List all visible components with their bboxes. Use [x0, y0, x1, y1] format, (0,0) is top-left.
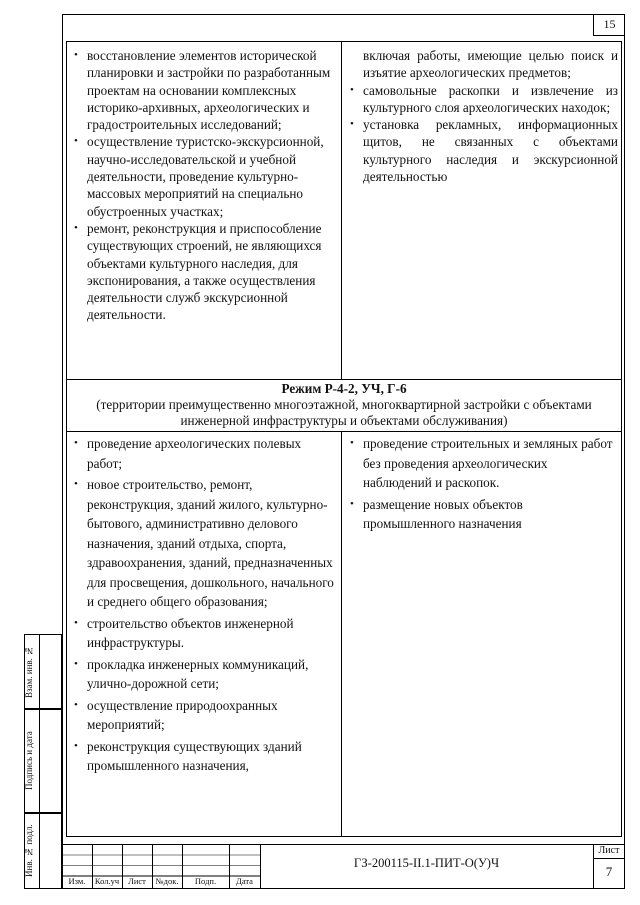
- row1-right-cell: [346, 47, 618, 185]
- stamp-inv-zam-field: [40, 634, 62, 709]
- label-izm: Изм.: [68, 876, 86, 886]
- label-list: Лист: [128, 876, 146, 886]
- sheet-label: Лист: [598, 845, 620, 856]
- list-item: • установка рекламных, информационных щитов, не связанных с объектами культурного наследия и экскурсионной деятельностью: [346, 116, 618, 185]
- list-item: • размещение новых объектов промышленного назначения: [346, 495, 616, 534]
- list-item: • реконструкция существующих зданий промышленного назначения,: [70, 737, 336, 776]
- list-item: • ремонт, реконструкция и приспособление существующих строений, не являющихся объектами культурного наследия, для экспонирования, а также осуществления деятельности служб экскурсионной деятельности.: [70, 220, 336, 324]
- regime-header: [67, 381, 621, 429]
- row2-right-cell: [346, 434, 616, 534]
- regime-title: Режим Р-4-2, УЧ, Г-6: [281, 381, 407, 396]
- list-item: • осуществление туристско-экскурсионной, научно-исследовательской и учебной деятельности, проведение культурно-массовых мероприятий на специально обустроенных участках;: [70, 133, 336, 219]
- list-item: • прокладка инженерных коммуникаций, улично-дорожной сети;: [70, 655, 336, 694]
- list-item: • самовольные раскопки и извлечение из культурного слоя археологических находок;: [346, 82, 618, 117]
- sheet-number: 7: [605, 864, 613, 879]
- list-item: • проведение археологических полевых работ;: [70, 434, 336, 473]
- list-item: • новое строительство, ремонт, реконструкция, зданий жилого, культурно-бытового, административно делового назначения, зданий отдыха, спорта, здравоохранения, зданий, предназначенных для просвещения, дошкольного, начального и среднего общего образования;: [70, 475, 336, 612]
- column-divider-top: [341, 42, 342, 379]
- stamp-inv-podl-label: Инв. № подл.: [24, 824, 34, 878]
- continuation-text: включая работы, имеющие целью поиск и изъятие археологических предметов;: [363, 48, 618, 81]
- row1-left-cell: [70, 47, 336, 324]
- list-item: • строительство объектов инженерной инфраструктуры.: [70, 614, 336, 653]
- regime-table: [66, 41, 622, 837]
- label-kol-uch: Кол.уч: [94, 876, 120, 886]
- list-item: • восстановление элементов исторической планировки и застройки по разработанным проектам на основании комплексных историко-архивных, археологических и градостроительных исследований;: [70, 47, 336, 133]
- list-item: • осуществление природоохранных мероприятий;: [70, 696, 336, 735]
- stamp-podpis-label: Подпись и дата: [24, 731, 34, 791]
- column-divider-bottom: [341, 431, 342, 836]
- stamp-inv-podl-field: [40, 813, 62, 889]
- label-podp: Подп.: [194, 876, 217, 886]
- row2-left-cell: [70, 434, 336, 776]
- stamp-inv-zam-label: Взам. инв. №: [24, 645, 34, 698]
- page-number: 15: [593, 14, 625, 36]
- row-divider-1: [67, 379, 621, 380]
- row-divider-2: [67, 431, 621, 432]
- label-ndok: №док.: [155, 876, 179, 886]
- regime-subtitle: (территории преимущественно многоэтажной, многоквартирной застройки с объектами инженерной инфраструктуры и объектами обслуживания): [96, 397, 592, 428]
- document-code: ГЗ-200115-II.1-ПИТ-О(У)Ч: [353, 856, 500, 870]
- stamp-podpis-field: [40, 709, 62, 813]
- list-item: • проведение строительных и земляных работ без проведения археологических наблюдений и раскопок.: [346, 434, 616, 493]
- label-data: Дата: [236, 876, 253, 886]
